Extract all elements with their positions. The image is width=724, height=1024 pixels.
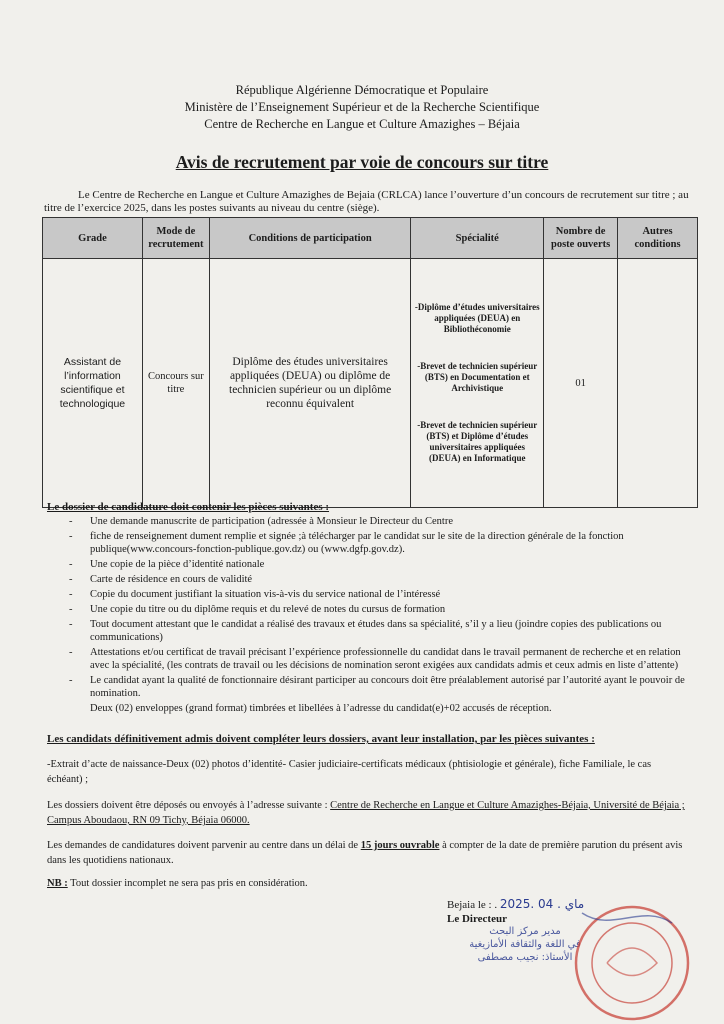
header-nombre: Nombre de poste ouverts [544, 218, 618, 259]
document-title: Avis de recrutement par voie de concours sur titre [175, 152, 549, 172]
table-header-row [43, 218, 698, 259]
admis-section-title: Les candidats définitivement admis doivent compléter leurs dossiers, avant leur installation, par les pièces suivantes : [47, 733, 595, 745]
list-item: - Une demande manuscrite de participation (adressée à Monsieur le Directeur du Centre [90, 515, 690, 528]
dossier-list [90, 515, 690, 717]
official-seal-icon [552, 893, 702, 1023]
list-item: - Attestations et/ou certificat de travail précisant l’expérience professionnelle du candidat dans le travail permanent de recherche et en relation avec la spécialité, (les contrats de travail ou les décisions de nomination seront exigées aux candidats admis et ceux admis en liste d’attente) [90, 646, 690, 672]
list-item: - Carte de résidence en cours de validité [90, 573, 690, 586]
letterhead [0, 82, 724, 133]
recruitment-table [42, 217, 698, 508]
delai-suffix: à compter de la date de première parution du présent avis dans les quotidiens nationaux. [47, 840, 683, 866]
list-item: - Copie du document justifiant la situation vis-à-vis du service national de l’intéressé [90, 588, 690, 601]
stamp-line: في اللغة والثقافة الأمازيغية [469, 939, 581, 950]
delai-paragraph [47, 838, 687, 868]
cell-conditions: Diplôme des études universitaires appliquées (DEUA) ou diplôme de technicien supérieur ou un diplôme reconnu équivalent [209, 259, 411, 508]
header-conditions: Conditions de participation [209, 218, 411, 259]
nb-text: Tout dossier incomplet ne sera pas pris en considération. [67, 878, 308, 889]
stamp-line: مدير مركز البحث [489, 926, 561, 937]
signatory-role: Le Directeur [447, 913, 507, 925]
list-item: - Le candidat ayant la qualité de fonctionnaire désirant participer au concours doit être préalablement autorisé par l’autorité ayant le pouvoir de nomination. [90, 674, 690, 700]
list-item: - Une copie du titre ou du diplôme requis et du relevé de notes du cursus de formation [90, 603, 690, 616]
list-item: - Une copie de la pièce d’identité nationale [90, 558, 690, 571]
header-autres: Autres conditions [618, 218, 698, 259]
header-mode: Mode de recrutement [142, 218, 209, 259]
letterhead-republic: République Algérienne Démocratique et Populaire [235, 83, 489, 97]
delai-prefix: Les demandes de candidatures doivent parvenir au centre dans un délai de [47, 840, 361, 851]
specialite-item: -Brevet de technicien supérieur (BTS) et Diplôme d’études universitaires appliquées (DEUA) en Informatique [417, 420, 538, 463]
header-grade: Grade [43, 218, 143, 259]
list-item: - Tout document attestant que le candidat a réalisé des travaux et études dans sa spécialité, s’il y a lieu (joindre copies des publications ou communications) [90, 618, 690, 644]
cell-grade: Assistant de l’information scientifique et technologique [43, 259, 143, 508]
cell-specialite [411, 259, 544, 508]
delai-days: 15 jours ouvrable [360, 840, 440, 851]
letterhead-ministry: Ministère de l’Enseignement Supérieur et de la Recherche Scientifique [184, 100, 540, 114]
letterhead-centre: Centre de Recherche en Langue et Culture Amazighes – Béjaia [204, 117, 520, 131]
nb-label: NB : [47, 878, 68, 889]
cell-autres [618, 259, 698, 508]
depot-prefix: Les dossiers doivent être déposés ou envoyés à l’adresse suivante : [47, 800, 331, 811]
date-label: Bejaia le : . [447, 899, 498, 911]
table-row [43, 259, 698, 508]
cell-nombre: 01 [544, 259, 618, 508]
cell-mode: Concours sur titre [142, 259, 209, 508]
nb-paragraph [47, 876, 687, 891]
date-value: 2025. ماي . 04 [499, 897, 585, 911]
intro-paragraph: Le Centre de Recherche en Langue et Culture Amazighes de Bejaia (CRLCA) lance l’ouverture d’un concours de recrutement sur titre ; au titre de l’exercice 2025, dans les postes suivants au niveau du centre (siège). [44, 189, 689, 214]
depot-paragraph [47, 798, 687, 828]
specialite-item: -Diplôme d’études universitaires appliquées (DEUA) en Bibliothéconomie [414, 302, 540, 334]
list-item: Deux (02) enveloppes (grand format) timbrées et libellées à l’adresse du candidat(e)+02 accusés de réception. [90, 703, 552, 714]
specialite-item: -Brevet de technicien supérieur (BTS) en Documentation et Archivistique [417, 361, 538, 393]
depot-address: Centre de Recherche en Langue et Culture Amazighes-Béjaia, Université de Béjaia ; Campus Aboudaou, RN 09 Tichy, Béjaia 06000. [47, 800, 685, 826]
list-item: - fiche de renseignement dument remplie et signée ;à télécharger par le candidat sur le site de la direction générale de la fonction publique(www.concours-fonction-publique.gov.dz) ou (www.dgfp.gov.dz). [90, 530, 690, 556]
admis-paragraph: -Extrait d’acte de naissance-Deux (02) photos d’identité- Casier judiciaire-certificats médicaux (phtisiologie et générale), fiche Familiale, le cas échéant) ; [47, 759, 652, 785]
header-specialite: Spécialité [411, 218, 544, 259]
stamp-line: الأستاذ: نجيب مصطفى [477, 952, 573, 963]
dossier-section-title: Le dossier de candidature doit contenir les pièces suivantes : [47, 501, 330, 513]
